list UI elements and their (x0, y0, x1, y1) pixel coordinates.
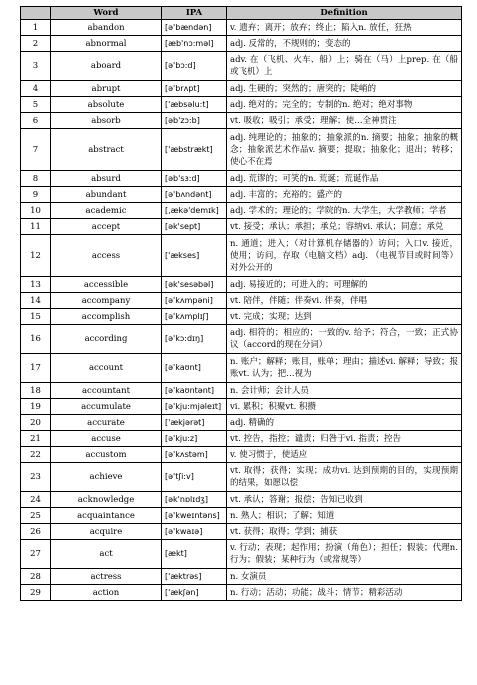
row-ipa: ['ækses] (162, 235, 227, 277)
row-word: abrupt (51, 81, 162, 97)
table-body (21, 20, 462, 601)
row-ipa: [ə'kʌmpəni] (162, 293, 227, 309)
row-ipa: [ə'bʌndənt] (162, 187, 227, 203)
row-number: 13 (21, 277, 51, 293)
row-number: 28 (21, 569, 51, 585)
row-number: 14 (21, 293, 51, 309)
table-row (21, 52, 462, 81)
row-definition: vt. 取得；获得；实现；成功vi. 达到预期的目的，实现预期的结果，如愿以偿 (227, 463, 462, 492)
row-word: abundant (51, 187, 162, 203)
row-definition: vt. 陪伴，伴随；伴奏vi. 伴奏，伴唱 (227, 293, 462, 309)
table-row (21, 431, 462, 447)
row-number: 25 (21, 508, 51, 524)
row-number: 11 (21, 219, 51, 235)
table-header (21, 7, 462, 20)
row-word: according (51, 325, 162, 354)
row-word: aboard (51, 52, 162, 81)
row-number: 3 (21, 52, 51, 81)
row-ipa: [ə'kɔ:dɪŋ] (162, 325, 227, 354)
row-number: 23 (21, 463, 51, 492)
row-number: 9 (21, 187, 51, 203)
row-word: achieve (51, 463, 162, 492)
table-row (21, 492, 462, 508)
row-definition: n. 会计师；会计人员 (227, 383, 462, 399)
table-row (21, 508, 462, 524)
row-ipa: ['ækjərət] (162, 415, 227, 431)
header-definition: Definition (227, 7, 462, 20)
table-row (21, 569, 462, 585)
row-number: 15 (21, 309, 51, 325)
row-ipa: [ə'kju:mjəleɪt] (162, 399, 227, 415)
row-definition: vt. 接受；承认；承担；承兑；容纳vi. 承认；同意；承兑 (227, 219, 462, 235)
table-row (21, 325, 462, 354)
row-number: 5 (21, 97, 51, 113)
row-definition: adj. 纯理论的；抽象的；抽象派的n. 摘要；抽象；抽象的概念；抽象派艺术作品v. 摘要；提取；抽象化；退出；转移；使心不在焉 (227, 129, 462, 171)
table-row (21, 277, 462, 293)
row-word: acknowledge (51, 492, 162, 508)
row-ipa: ['æbstrækt] (162, 129, 227, 171)
row-number: 12 (21, 235, 51, 277)
row-ipa: [ə'kaʊnt] (162, 354, 227, 383)
row-ipa: [ək'sesəbəl] (162, 277, 227, 293)
row-definition: vi. 累积；积聚vt. 积攒 (227, 399, 462, 415)
row-ipa: [,ækə'demɪk] (162, 203, 227, 219)
row-definition: vt. 获得；取得；学到；捕获 (227, 524, 462, 540)
table-row (21, 383, 462, 399)
row-ipa: [ə'bændən] (162, 20, 227, 36)
table-row (21, 524, 462, 540)
row-ipa: [ə'bɔ:d] (162, 52, 227, 81)
table-row (21, 113, 462, 129)
table-row (21, 585, 462, 601)
table-row (21, 447, 462, 463)
row-word: accessible (51, 277, 162, 293)
row-word: act (51, 540, 162, 569)
row-number: 27 (21, 540, 51, 569)
row-word: abnormal (51, 36, 162, 52)
row-number: 24 (21, 492, 51, 508)
row-definition: adj. 荒谬的；可笑的n. 荒诞；荒诞作品 (227, 171, 462, 187)
row-definition: adj. 丰富的；充裕的；盛产的 (227, 187, 462, 203)
row-word: accompany (51, 293, 162, 309)
row-word: accomplish (51, 309, 162, 325)
row-number: 8 (21, 171, 51, 187)
row-number: 21 (21, 431, 51, 447)
row-word: action (51, 585, 162, 601)
row-number: 1 (21, 20, 51, 36)
table-row (21, 129, 462, 171)
row-ipa: ['ækʃən] (162, 585, 227, 601)
row-definition: v. 行动；表现；起作用；扮演（角色）；担任；假装；代理n. 行为；假装；某种行为（或常规等） (227, 540, 462, 569)
row-number: 6 (21, 113, 51, 129)
row-word: acquire (51, 524, 162, 540)
row-number: 2 (21, 36, 51, 52)
row-number: 29 (21, 585, 51, 601)
row-word: access (51, 235, 162, 277)
row-number: 19 (21, 399, 51, 415)
row-ipa: [ækt] (162, 540, 227, 569)
row-ipa: ['æbsəlu:t] (162, 97, 227, 113)
row-definition: adj. 反常的，不规则的；变态的 (227, 36, 462, 52)
table-row (21, 415, 462, 431)
row-word: absorb (51, 113, 162, 129)
row-word: account (51, 354, 162, 383)
table-row (21, 81, 462, 97)
row-ipa: [ə'kwaɪə] (162, 524, 227, 540)
table-row (21, 235, 462, 277)
row-ipa: [ə'tʃi:v] (162, 463, 227, 492)
row-number: 20 (21, 415, 51, 431)
row-ipa: [ək'nɒlɪdʒ] (162, 492, 227, 508)
row-word: abstract (51, 129, 162, 171)
header-number (21, 7, 51, 20)
row-ipa: [ək'sept] (162, 219, 227, 235)
row-ipa: [ə'brʌpt] (162, 81, 227, 97)
row-word: actress (51, 569, 162, 585)
header-word: Word (51, 7, 162, 20)
row-definition: n. 账户；解释；账目，账单；理由；描述vi. 解释；导致；报账vt. 认为；把…视为 (227, 354, 462, 383)
row-word: absurd (51, 171, 162, 187)
row-definition: n. 熟人；相识；了解；知道 (227, 508, 462, 524)
row-definition: v. 遗弃；离开；放弃；终止；陷入n. 放任，狂热 (227, 20, 462, 36)
table-row (21, 187, 462, 203)
row-ipa: [ə'kju:z] (162, 431, 227, 447)
row-ipa: [ə'kweɪntəns] (162, 508, 227, 524)
table-row (21, 293, 462, 309)
table-row (21, 97, 462, 113)
row-definition: adv. 在（飞机、火车、船）上；骑在（马）上prep. 在（船或飞机）上 (227, 52, 462, 81)
table-row (21, 399, 462, 415)
row-number: 4 (21, 81, 51, 97)
row-number: 16 (21, 325, 51, 354)
row-ipa: ['æktrəs] (162, 569, 227, 585)
table-row (21, 219, 462, 235)
table-row (21, 36, 462, 52)
row-definition: vt. 承认；答谢；报偿；告知已收到 (227, 492, 462, 508)
row-ipa: [ə'kaʊntənt] (162, 383, 227, 399)
table-row (21, 463, 462, 492)
vocabulary-table (20, 6, 462, 601)
row-word: accept (51, 219, 162, 235)
table-row (21, 540, 462, 569)
row-definition: adj. 学术的；理论的；学院的n. 大学生，大学教师；学者 (227, 203, 462, 219)
row-definition: adj. 绝对的；完全的；专制的n. 绝对；绝对事物 (227, 97, 462, 113)
row-definition: n. 女演员 (227, 569, 462, 585)
row-definition: vt. 吸收；吸引；承受；理解；使…全神贯注 (227, 113, 462, 129)
row-definition: vt. 控告，指控；谴责；归咎于vi. 指责；控告 (227, 431, 462, 447)
row-ipa: [ə'kʌstəm] (162, 447, 227, 463)
row-number: 17 (21, 354, 51, 383)
table-row (21, 20, 462, 36)
row-definition: n. 通道；进入；（对计算机存储器的）访问；入口v. 接近，使用；访问，存取（电脑文档）adj. （电视节目或时间等）对外公开的 (227, 235, 462, 277)
row-definition: vt. 完成；实现；达到 (227, 309, 462, 325)
row-definition: n. 行动；活动；功能；战斗；情节；精彩活动 (227, 585, 462, 601)
row-ipa: [əb'sɜ:d] (162, 171, 227, 187)
row-definition: v. 使习惯于，使适应 (227, 447, 462, 463)
row-word: accuse (51, 431, 162, 447)
row-word: absolute (51, 97, 162, 113)
row-word: acquaintance (51, 508, 162, 524)
row-ipa: [æb'nɔ:məl] (162, 36, 227, 52)
row-word: accurate (51, 415, 162, 431)
row-number: 7 (21, 129, 51, 171)
table-row (21, 354, 462, 383)
table-row (21, 309, 462, 325)
row-word: academic (51, 203, 162, 219)
row-number: 10 (21, 203, 51, 219)
row-definition: adj. 精确的 (227, 415, 462, 431)
row-definition: adj. 生硬的；突然的；唐突的；陡峭的 (227, 81, 462, 97)
row-word: accountant (51, 383, 162, 399)
header-ipa: IPA (162, 7, 227, 20)
row-ipa: [əb'zɔ:b] (162, 113, 227, 129)
row-number: 26 (21, 524, 51, 540)
row-definition: adj. 易接近的；可进入的；可理解的 (227, 277, 462, 293)
row-word: accustom (51, 447, 162, 463)
row-definition: adj. 相符的；相应的；一致的v. 给予；符合，一致；正式协议（accord的现在分词） (227, 325, 462, 354)
row-ipa: [ə'kʌmplɪʃ] (162, 309, 227, 325)
row-number: 18 (21, 383, 51, 399)
table-row (21, 203, 462, 219)
row-word: abandon (51, 20, 162, 36)
row-word: accumulate (51, 399, 162, 415)
row-number: 22 (21, 447, 51, 463)
table-row (21, 171, 462, 187)
